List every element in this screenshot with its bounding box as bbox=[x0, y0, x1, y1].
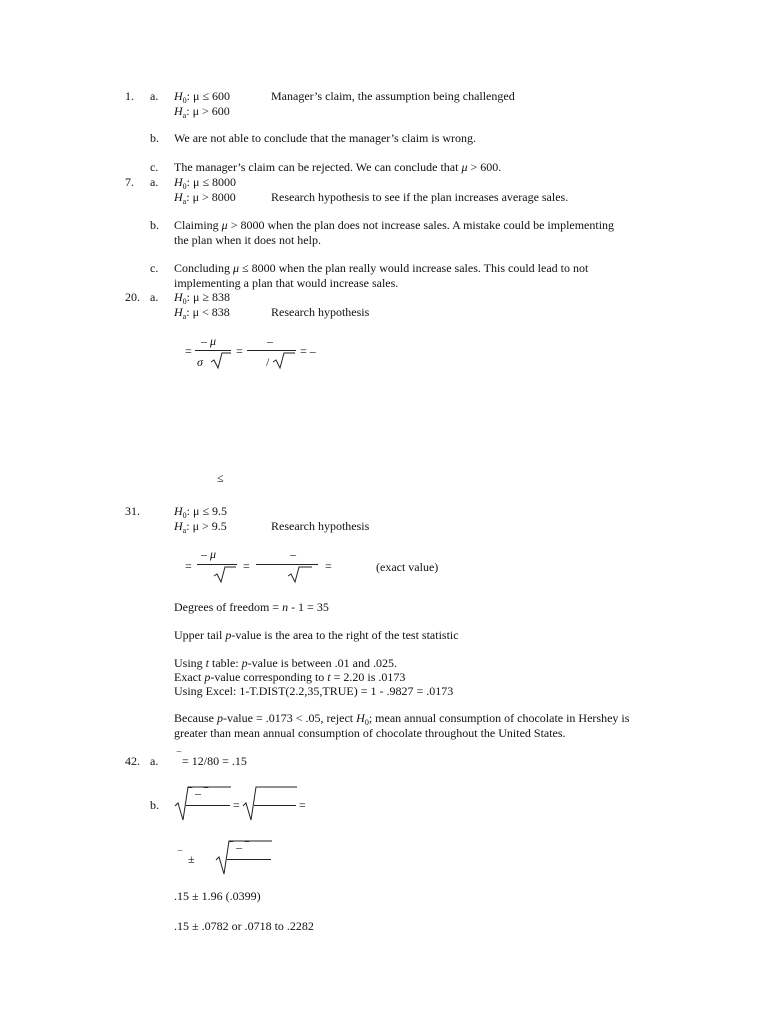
equals-sign: = bbox=[299, 798, 306, 812]
answer-text: implementing a plan that would increase sales. bbox=[174, 276, 399, 290]
plus-minus-symbol: ± bbox=[188, 852, 195, 866]
alternative-hypothesis: $H_a$: μ > 8000 bbox=[174, 190, 236, 206]
result-text: = – bbox=[300, 344, 316, 358]
fraction-bar bbox=[256, 564, 318, 565]
question-number: 42. bbox=[125, 754, 140, 768]
hypothesis-note: Research hypothesis bbox=[271, 519, 370, 533]
equals-sign: = bbox=[236, 344, 243, 358]
numerator: – bbox=[267, 334, 273, 348]
exact-p-value-text: Exact p-value corresponding to t = 2.20 is .0173 bbox=[174, 670, 406, 684]
sqrt-symbol bbox=[214, 566, 236, 584]
answer-text: Concluding μ ≤ 8000 when the plan really would increase sales. This could lead to not bbox=[174, 261, 589, 275]
hypothesis-note: Manager’s claim, the assumption being challenged bbox=[271, 89, 515, 103]
numerator: – μ bbox=[201, 547, 217, 561]
answer-text: = 12/80 = .15 bbox=[182, 754, 247, 768]
alternative-hypothesis: $H_a$: μ > 9.5 bbox=[174, 519, 227, 535]
part-label: a. bbox=[150, 290, 159, 304]
part-label: c. bbox=[150, 261, 159, 275]
interval-calculation: .15 ± 1.96 (.0399) bbox=[174, 889, 261, 903]
null-hypothesis: $H_0$: μ ≤ 9.5 bbox=[174, 504, 228, 520]
numerator: – bbox=[290, 547, 296, 561]
numerator: ‾ – ‾ bbox=[229, 840, 249, 854]
fraction-bar bbox=[247, 350, 296, 351]
sqrt-symbol bbox=[243, 786, 297, 822]
part-label: a. bbox=[150, 175, 159, 189]
null-hypothesis: $H_0$: μ ≤ 8000 bbox=[174, 175, 237, 191]
hypothesis-note: Research hypothesis to see if the plan increases average sales. bbox=[271, 190, 569, 204]
fraction-bar bbox=[254, 805, 296, 806]
part-label: b. bbox=[150, 798, 159, 812]
exact-value-label: (exact value) bbox=[376, 560, 439, 574]
answer-text: Claiming μ > 8000 when the plan does not increase sales. A mistake could be implementing bbox=[174, 218, 615, 232]
answer-text: The manager’s claim can be rejected. We can conclude that μ > 600. bbox=[174, 160, 502, 174]
upper-tail-text: Upper tail p-value is the area to the right of the test statistic bbox=[174, 628, 459, 642]
degrees-of-freedom: Degrees of freedom = n - 1 = 35 bbox=[174, 600, 329, 614]
fraction-bar bbox=[195, 350, 231, 351]
fraction-bar bbox=[227, 859, 271, 860]
excel-text: Using Excel: 1-T.DIST(2.2,35,TRUE) = 1 - .9827 = .0173 bbox=[174, 684, 454, 698]
t-table-text: Using t table: p-value is between .01 and .025. bbox=[174, 656, 397, 670]
interval-result: .15 ± .0782 or .0718 to .2282 bbox=[174, 919, 314, 933]
bar-symbol: ‾ bbox=[177, 750, 181, 764]
equals-sign: = bbox=[243, 559, 250, 573]
bar-symbol: ‾ bbox=[178, 849, 182, 863]
alternative-hypothesis: $H_a$: μ < 838 bbox=[174, 305, 230, 321]
question-number: 20. bbox=[125, 290, 140, 304]
conclusion-text: greater than mean annual consumption of chocolate throughout the United States. bbox=[174, 726, 566, 740]
numerator: – μ bbox=[201, 334, 217, 348]
question-number: 7. bbox=[125, 175, 134, 189]
numerator: ‾ – ‾ bbox=[188, 786, 208, 800]
equals-sign: = bbox=[185, 559, 192, 573]
slash-symbol: / bbox=[266, 355, 270, 369]
sqrt-symbol bbox=[273, 352, 295, 370]
equals-sign: = bbox=[325, 559, 332, 573]
part-label: c. bbox=[150, 160, 159, 174]
fraction-bar bbox=[197, 564, 237, 565]
inequality-symbol: ≤ bbox=[217, 471, 224, 485]
equals-sign: = bbox=[185, 344, 192, 358]
sigma-symbol: σ bbox=[197, 355, 203, 369]
part-label: a. bbox=[150, 89, 159, 103]
question-number: 1. bbox=[125, 89, 134, 103]
answer-text: We are not able to conclude that the manager’s claim is wrong. bbox=[174, 131, 477, 145]
conclusion-text: Because p-value = .0173 < .05, reject $H_0$; mean annual consumption of chocolate in Hershey is bbox=[174, 711, 630, 727]
part-label: a. bbox=[150, 754, 159, 768]
part-label: b. bbox=[150, 218, 159, 232]
alternative-hypothesis: $H_a$: μ > 600 bbox=[174, 104, 230, 120]
null-hypothesis: $H_0$: μ ≤ 600 bbox=[174, 89, 231, 105]
sqrt-symbol bbox=[288, 566, 312, 584]
answer-text: the plan when it does not help. bbox=[174, 233, 321, 247]
question-number: 31. bbox=[125, 504, 140, 518]
hypothesis-note: Research hypothesis bbox=[271, 305, 370, 319]
part-label: b. bbox=[150, 131, 159, 145]
fraction-bar bbox=[186, 805, 230, 806]
equals-sign: = bbox=[233, 798, 240, 812]
sqrt-symbol bbox=[211, 352, 231, 370]
null-hypothesis: $H_0$: μ ≥ 838 bbox=[174, 290, 231, 306]
